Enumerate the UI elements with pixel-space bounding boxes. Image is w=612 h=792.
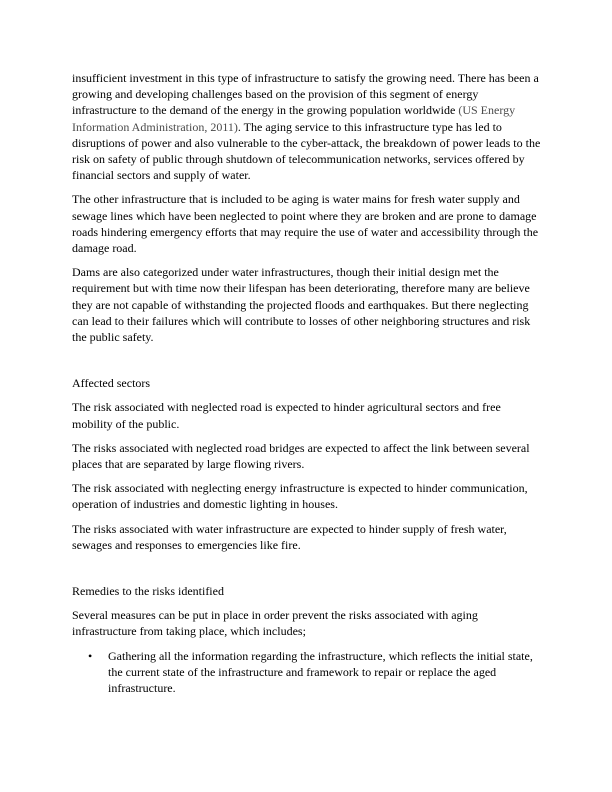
bullet-icon: • [88, 648, 93, 663]
list-item-text: Gathering all the information regarding the infrastructure, which reflects the initial state, the current state of the infrastructure and framework to repair or replace the aged infrastructure. [108, 648, 533, 696]
section-spacer [72, 353, 542, 375]
paragraph-text: . The aging service to this infrastructure type has led to disruptions of power and also vulnerable to the cyber-attack, the breakdown of power leads to the risk on safety of public through shutdown of telecommunication networks, services offered by financial sectors and supply of water. [72, 119, 541, 183]
document-page [72, 70, 542, 704]
paragraph-energy-infrastructure [72, 70, 542, 183]
paragraph-affected-energy: The risk associated with neglecting energy infrastructure is expected to hinder communication, operation of industries and domestic lighting in houses. [72, 481, 528, 512]
paragraph-remedies-intro: Several measures can be put in place in order prevent the risks associated with aging infrastructure from taking place, which includes; [72, 608, 478, 639]
citation: (US Energy Information Administration, 2011) [72, 103, 516, 134]
section-spacer [72, 561, 542, 583]
paragraph-affected-water: The risks associated with water infrastructure are expected to hinder supply of fresh water, sewages and responses to emergencies like fire. [72, 521, 507, 552]
paragraph-water-mains: The other infrastructure that is included to be aging is water mains for fresh water supply and sewage lines which have been neglected to point where they are broken and are prone to damage roads hindering emergency efforts that may require the use of water and accessibility through the damage road. [72, 192, 539, 256]
paragraph-text: insufficient investment in this type of infrastructure to satisfy the growing need. There has been a growing and developing challenges based on the provision of this segment of energy infrastructure to the demand of the energy in the growing population worldwide [72, 71, 539, 118]
heading-affected-sectors: Affected sectors [72, 376, 151, 391]
heading-remedies: Remedies to the risks identified [72, 584, 224, 599]
paragraph-affected-road: The risk associated with neglected road is expected to hinder agricultural sectors and free mobility of the public. [72, 400, 501, 431]
list-item [72, 648, 542, 697]
remedies-list [72, 648, 542, 697]
paragraph-dams: Dams are also categorized under water infrastructures, though their initial design met the requirement but with time now their lifespan has been deteriorating, therefore many are believe they are not capable of withstanding the projected floods and earthquakes. But there neglecting can lead to their failures which will contribute to losses of other neighboring structures and risk the public safety. [72, 265, 531, 345]
paragraph-affected-bridges: The risks associated with neglected road bridges are expected to affect the link between several places that are separated by large flowing rivers. [72, 440, 530, 472]
